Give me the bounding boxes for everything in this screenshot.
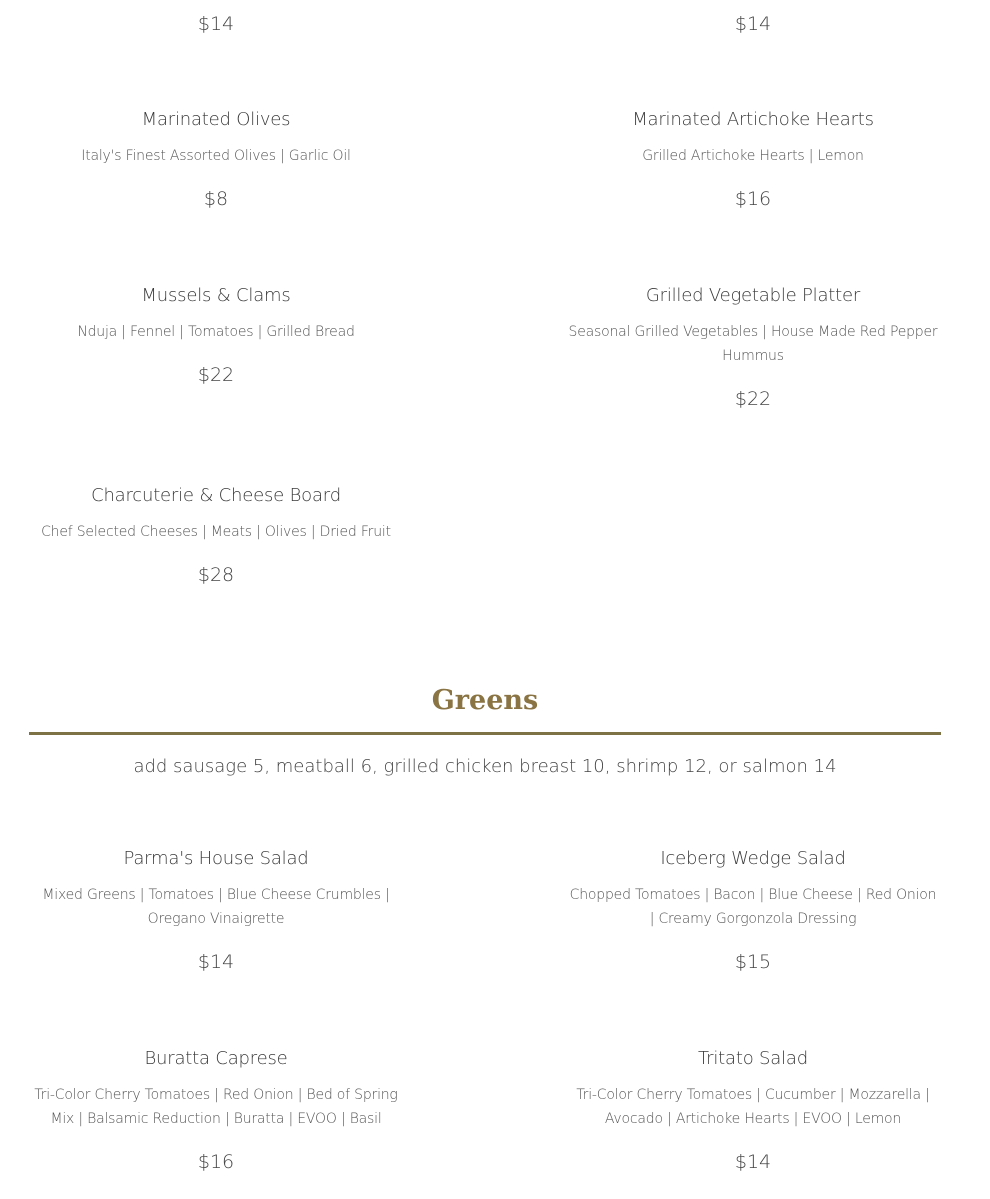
item-description: Tri-Color Cherry Tomatoes | Cucumber | Mozzarella | Avocado | Artichoke Hearts | EVOO | Lemon <box>576 1087 930 1127</box>
section-add-on-note: add sausage 5, meatball 6, grilled chicken breast 10, shrimp 12, or salmon 14 <box>133 756 837 777</box>
menu-item <box>30 108 402 212</box>
section-title-greens: Greens <box>431 685 539 716</box>
item-description: Tri-Color Cherry Tomatoes | Red Onion | Bed of Spring Mix | Balsamic Reduction | Buratta | EVOO | Basil <box>34 1087 398 1127</box>
menu-item <box>568 284 938 412</box>
item-name: Charcuterie & Cheese Board <box>91 485 341 506</box>
item-price: $14 <box>197 951 235 973</box>
menu-item <box>30 284 402 388</box>
item-price: $15 <box>734 951 772 973</box>
menu-item <box>30 847 402 975</box>
item-name: Marinated Artichoke Hearts <box>632 109 874 130</box>
menu-item <box>568 108 938 212</box>
item-price: $16 <box>734 188 772 210</box>
item-name: Marinated Olives <box>141 109 291 130</box>
item-description: Chef Selected Cheeses | Meats | Olives | Dried Fruit <box>41 524 391 540</box>
menu-item <box>568 847 938 975</box>
item-description: Nduja | Fennel | Tomatoes | Grilled Bread <box>77 324 355 340</box>
item-price: $14 <box>734 13 772 35</box>
menu-item <box>30 484 402 588</box>
item-name: Grilled Vegetable Platter <box>645 285 861 306</box>
item-description: Mixed Greens | Tomatoes | Blue Cheese Crumbles | Oregano Vinaigrette <box>42 887 390 927</box>
item-price: $28 <box>197 564 235 586</box>
item-price: $14 <box>197 13 235 35</box>
item-price: $8 <box>203 188 229 210</box>
item-price: $14 <box>734 1151 772 1173</box>
item-price: $22 <box>734 388 772 410</box>
item-price: $22 <box>197 364 235 386</box>
item-name: Mussels & Clams <box>141 285 291 306</box>
item-price: $16 <box>197 1151 235 1173</box>
menu-item <box>30 1047 402 1175</box>
item-description: Chopped Tomatoes | Bacon | Blue Cheese | Red Onion | Creamy Gorgonzola Dressing <box>569 887 937 927</box>
menu-item <box>568 1047 938 1175</box>
item-description: Italy's Finest Assorted Olives | Garlic Oil <box>81 148 351 164</box>
item-name: Iceberg Wedge Salad <box>660 848 846 869</box>
item-name: Buratta Caprese <box>144 1048 288 1069</box>
item-description: Seasonal Grilled Vegetables | House Made Red Pepper Hummus <box>568 324 938 364</box>
item-name: Parma's House Salad <box>123 848 309 869</box>
section-divider <box>29 732 941 735</box>
item-name: Tritato Salad <box>698 1048 808 1069</box>
item-description: Grilled Artichoke Hearts | Lemon <box>642 148 864 164</box>
